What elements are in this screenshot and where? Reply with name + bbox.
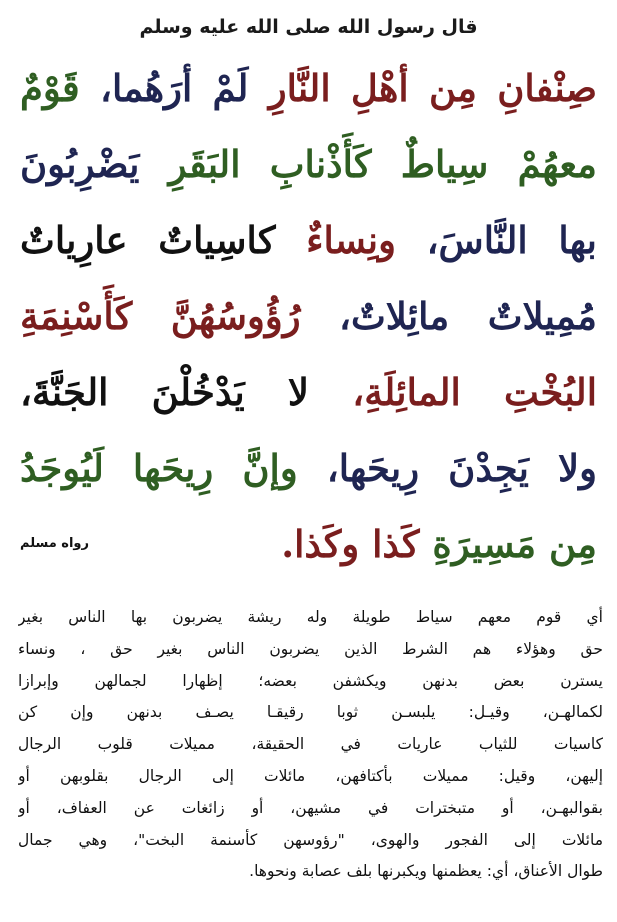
explanation-line: كاسيات للثياب عاريات في الحقيقة، مميلات قلوب الرجال: [18, 735, 603, 754]
hadith-text: [18, 50, 599, 582]
hadith-segment: وإنَّ رِيحَها لَيُوجَدُ: [20, 446, 298, 490]
hadith-line: [20, 430, 597, 506]
explanation-line: إليهن، وقيل: مميلات بأكتافهن، مائلات إلى الرجال بقلوبهن أو: [18, 766, 603, 785]
hadith-segment: قَوْمٌ: [20, 66, 80, 110]
hadith-segment: كَذا وكَذا.: [281, 522, 420, 566]
explanation-line: يسترن بعض بدنهن ويكشفن بعضه؛ إظهارا لجمالهن وإبرازا: [18, 671, 603, 690]
hadith-segment: صِنْفانِ مِن أهْلِ النَّارِ: [248, 66, 597, 110]
hadith-segment: مُمِيلاتٌ مائِلاتٌ،: [300, 294, 597, 338]
hadith-segment: يَضْرِبُونَ: [20, 142, 140, 186]
hadith-line: [20, 50, 597, 126]
hadith-segment: كاسِياتٌ عارِياتٌ: [20, 218, 276, 262]
explanation-line: بقوالبهـن، أو متبخترات في مشيهن، أو زائغات عن العفاف، أو: [18, 798, 603, 817]
hadith-last-line-text: [281, 506, 597, 582]
explanation-line: طوال الأعناق، أي: يعظمنها ويكبرنها بلف عصابة ونحوها.: [249, 862, 603, 881]
hadith-segment: لا يَدْخُلْنَ الجَنَّةَ،: [20, 370, 309, 414]
hadith-line: [20, 202, 597, 278]
explanation-line: حق وهؤلاء هم الشرط الذين يضربون الناس بغير حق ، ونساء: [18, 639, 603, 658]
explanation-line: مائلات إلى الفجور والهوى، "رؤوسهن كأسنمة البخت"، وهي جمال: [18, 830, 603, 849]
hadith-source: رواه مسلم: [20, 536, 89, 551]
explanation-line: أي قوم معهم سياط طويلة وله ريشة يضربون بها الناس بغير: [18, 608, 603, 626]
hadith-last-line: [20, 506, 597, 582]
page-title: قال رسول الله صلى الله عليه وسلم: [139, 16, 478, 38]
explanation-line: لكمالهـن، وقيـل: يلبسـن ثوبا رقيقـا يصـف بدنهن وإن كن: [18, 703, 603, 722]
hadith-segment: بها النَّاسَ،: [395, 218, 597, 262]
hadith-segment: رُؤُوسُهُنَّ كَأَسْنِمَةِ: [20, 294, 301, 338]
hadith-line: [20, 354, 597, 430]
hadith-segment: ولا يَجِدْنَ رِيحَها،: [297, 446, 597, 490]
hadith-line: [20, 278, 597, 354]
hadith-segment: البُخْتِ المائِلَةِ،: [309, 370, 597, 414]
hadith-segment: لَمْ أرَهُما،: [79, 66, 249, 110]
hadith-line: [20, 126, 597, 202]
hadith-segment: ونِساءٌ: [275, 218, 396, 262]
hadith-segment: سِياطٌ كَأَذْنابِ البَقَرِ: [139, 142, 489, 186]
hadith-segment: مِن مَسِيرَةِ: [419, 522, 597, 566]
explanation: [18, 602, 603, 888]
hadith-segment: معهُمْ: [488, 142, 597, 186]
